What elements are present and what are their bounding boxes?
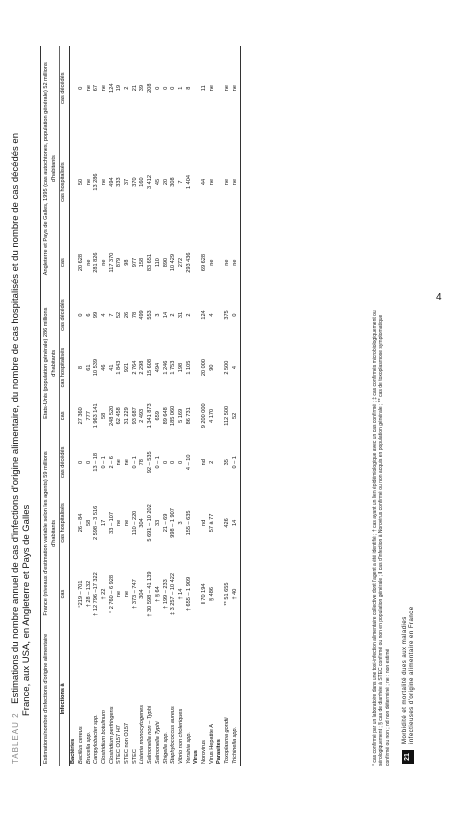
table-cell: ne [208,178,215,186]
table-cell: ne [85,259,92,266]
table-cell: 248 520 [108,405,115,426]
table-row [170,46,178,766]
agent-name: Campylobacter spp. [93,714,100,764]
table-cell: 117 370 [108,252,115,273]
agent-name: STEC non O157 [124,722,131,764]
table-cell: 124 [201,310,208,320]
table-cell: nd [201,459,208,466]
section-label: Bactéries [70,738,77,764]
table-cell: 89 648 [162,407,169,425]
table-cell: 977 [131,257,138,268]
table-cell: 31 229 [124,407,131,425]
table-row [132,46,140,766]
table-cell: 370 [131,177,138,187]
table-title-line2: France, aux USA, en Angleterre et Pays de Galles [21,504,32,716]
header-row-groups [41,46,60,766]
table-cell: 890 [162,257,169,268]
table-cell: 281 826 [93,252,100,273]
table-cell: 2 [208,460,215,464]
table-cell: 272 [177,257,184,268]
table-cell: ne [224,178,231,186]
table-row [155,46,163,766]
table-cell: 0 – 1 [232,435,240,489]
table-cell: 124 [108,83,115,93]
table-cell: ne [224,85,231,92]
table-cell: 20 [162,178,169,186]
header-uk-dec: cas décédés [60,46,70,130]
table-cell: ‡ 3 257 – 10 422 [170,573,177,616]
table-cell: ne [85,85,92,92]
table-cell: 78 [131,311,138,319]
table-cell: 2 764 [131,360,138,375]
table-cell: 1 105 [185,360,192,375]
table-cell: 185 060 [170,405,177,426]
table-cell: 1 753 [170,360,177,375]
table-row [232,46,240,766]
table-cell: 160 [139,177,146,187]
table-cell: 35 [224,459,231,466]
table-cell: 2 493 [139,408,146,423]
table-row [139,46,147,766]
table-cell: 0 [77,313,84,317]
table-cell: § 486 [208,587,215,602]
table-cell: 293 436 [185,252,192,273]
table-cell: 5 169 [177,408,184,423]
table-cell: ° 2 760 – 6 928 [108,575,115,614]
table-cell: 3 412 [147,175,154,190]
table-cell: ** 51 655 [224,582,231,606]
table-cell: 20 628 [77,254,84,272]
agent-name: Trichinella spp. [232,632,240,766]
agent-name: STEC [131,749,138,764]
table-cell: 20 000 [201,359,208,377]
table-cell: 879 [116,257,123,268]
header-uk-hosp: cas hospitalisés [60,130,70,233]
table-cell: 1 404 [185,175,192,190]
table-cell: 14 [162,311,169,319]
table-cell: ne [116,519,123,527]
agent-name: Staphylococcus aureus [170,706,177,764]
table-cell: † 22 [100,588,107,600]
table-cell: 158 [139,257,146,268]
table-cell: 26 – 84 [77,513,84,533]
table-cell: 5 691 – 10 202 [147,504,154,542]
table-cell: 426 [224,518,231,528]
table-cell: 11 [201,85,208,92]
table-row [224,46,232,766]
header-uk: Angleterre et Pays de Galles, 1995 (cas autochtones, population générale) 52 millions d'habitants [41,46,60,291]
agent-name: Vibrio non choleriques [177,708,184,764]
table-cell: ne [208,85,215,92]
table-row [101,46,109,766]
table-row [178,46,186,766]
table-cell: 39 [139,85,146,92]
table-cell: ne [232,46,240,130]
table-cell: 13 286 [93,173,100,191]
agent-name: Clostridium perfringens [108,706,115,764]
header-fr-cas: cas [60,556,70,631]
table-cell: 27 360 [77,407,84,425]
table-body [70,46,240,766]
header-fr-dec: cas décédés [60,435,70,489]
table-cell: 10 429 [170,254,177,272]
table-title-line1: Estimations du nombre annuel de cas d'infections d'origine alimentaire, du nombre de cas hospitalisés et du nombre de cas décédés en [10,133,21,704]
table-cell: † 28 – 132 [85,580,92,608]
table-cell: 0 – 1 [100,456,107,469]
agent-name: Clostridium botulinum [100,710,107,764]
agent-name: Salmonella non – Typhi [147,705,154,764]
table-cell: 90 [208,364,215,371]
agent-name: Toxoplasma gondii [224,717,231,764]
table-cell: 19 [116,85,123,92]
header-usa: Etats-Unis (population générale) 286 millions d'habitants [41,291,60,435]
table-cell: ‖ 70 194 [201,583,208,605]
header-fr-hosp: cas hospitalisés [60,490,70,557]
table-cell: 46 [100,364,107,371]
table-title [10,44,32,764]
header-us-hosp: cas hospitalisés [60,339,70,397]
footnote-line: ° cas confirmé par un laboratoire dans une toxi-infection alimentaire collective dont l'agent a été identifié ; † cas ayant un lien épidémiologique avec un cas confirmé ; ‡ cas confirmés microbiologiquement ou [372,310,378,766]
table-cell: 2 [170,313,177,317]
table-cell: 4 170 [208,408,215,423]
table-cell: ne [232,130,240,233]
header-us-dec: cas décédés [60,291,70,338]
table-cell: 4 [208,313,215,317]
header-france: France (niveaux d'estimation variable selon les agents) 59 millions d'habitants [41,435,60,632]
table-cell: 10 539 [93,359,100,377]
table-cell: 0 – 1 [131,456,138,469]
table-cell: 998 – 1 907 [170,508,177,538]
table-cell: 0 – 1 [154,456,161,469]
table-row [93,46,101,766]
table-cell: ne [116,590,123,598]
table-cell: † 30 598 – 41 139 [147,571,154,617]
header-infections-a: Infections à [60,632,70,766]
table-cell: 499 [139,310,146,320]
header-uk-cas: cas [60,234,70,292]
table-cell: 4 [100,313,107,317]
table-cell: 78 [139,459,146,466]
table-cell: ne [85,178,92,186]
table-cell: ne [124,590,131,598]
table-cell: 67 [93,85,100,92]
table-cell: 1 246 [162,360,169,375]
table-cell: nd [201,519,208,527]
footnote-line: sérologiquement ; § cas de diarrhée à STEC confirmé ou non en population générale ; ‖ cas d'infection à Norovirus confirmé ou non acquis en population générale ; ** cas de toxoplasmose symptomatique [378,314,385,766]
table-cell: 2 [185,313,192,317]
table-row [147,46,155,766]
table-cell: 494 [108,177,115,187]
table-cell: 37 [124,178,131,186]
table-cell: 52 [116,311,123,319]
table-cell: 41 [108,364,115,371]
table-cell: 21 – 69 [162,513,169,533]
table-cell: 15 608 [147,359,154,377]
table-cell: 659 [154,411,161,421]
table-cell: 0 [162,86,169,90]
header-us-cas: cas [60,397,70,436]
footer-line1: Morbidité et mortalité dues aux maladies [402,616,408,744]
table-cell: 7 [177,180,184,184]
table-cell: 2 [124,86,131,90]
table-cell: 26 [124,311,131,319]
table-cell: 1 843 [116,360,123,375]
table-cell: 17 [100,519,107,527]
table-cell: 3 [177,521,184,525]
table-cell: † 14 [177,588,184,600]
table-cell: ne [224,259,231,266]
agent-name: Salmonella Typhi [154,721,161,764]
running-footer [402,606,415,744]
table-cell: 2 598 – 3 516 [93,505,100,541]
table-row [209,46,217,766]
table-row [78,46,86,766]
table-cell: 1 963 141 [93,403,100,429]
agent-name: Brucella spp. [85,731,92,764]
table-cell: 110 – 220 [131,510,138,536]
table-cell: 208 [147,83,154,93]
table-cell: 98 [124,259,131,266]
agent-name: Virus Hepatite A [208,723,215,764]
table-cell: † § 64 [154,586,161,602]
table-cell: 92 – 535 [147,451,154,474]
table-cell: 0 [170,460,177,464]
header-row-sub [60,46,70,766]
table-cell: 1 341 873 [147,403,154,429]
agent-name: Norovirus [201,740,208,764]
table-cell: 21 [131,85,138,92]
table-cell: 58 [85,519,92,527]
table-row [86,46,94,766]
table-cell: 0 [77,86,84,90]
table-cell: 3 [154,313,161,317]
table-row [109,46,117,766]
table-cell: 2 298 [139,360,146,375]
table-cell: 13 – 18 [93,452,100,472]
header-estimations: Estimations/nombre d'infections d'origine alimentaire [41,632,60,766]
section-label: Virus [193,750,200,764]
section-label: Parasites [216,739,223,764]
table-cell: 0 [77,460,84,464]
table-cell: ne [100,85,107,92]
table-cell: 33 – 107 [108,512,115,534]
table-cell: 4 [232,339,240,397]
table-cell: 0 [170,86,177,90]
table-cell: °219 – 701 [77,580,84,608]
table-row [124,46,132,766]
table-cell: 0 [232,291,240,338]
table-cell: 57 à 77 [208,513,215,533]
table-cell: 50 [77,178,84,186]
table-cell: 0 [162,460,169,464]
footnote-line: confirmé ou non ; nd non déterminé ; ne : non estimé [384,648,391,766]
table-cell: 86 731 [185,407,192,425]
table-cell: 375 [224,310,231,320]
footnotes [372,46,391,766]
table-cell: † 373 – 747 [131,579,138,609]
table-cell: 45 [154,178,161,186]
table-cell: 69 628 [201,254,208,272]
table-cell: 110 [154,258,161,268]
table-cell: ne [124,519,131,527]
agent-name: Bacillus cereus [77,726,84,764]
table-cell: 61 [85,364,92,371]
table-cell: ne [100,259,107,266]
table-label: TABLEAU 2 [11,712,20,764]
table-cell: 553 [147,310,154,320]
table-cell: 52 [232,397,240,436]
table-cell: 62 458 [116,407,123,425]
chapter-number: 21 [402,750,414,764]
table-cell: 8 [77,366,84,370]
table-row [163,46,171,766]
table-cell: 0 [177,460,184,464]
agent-name: STEC O157 H7 [116,725,123,764]
table-cell: † 655 – 1 909 [185,576,192,612]
table-cell: 31 [177,311,184,319]
table-cell: ne [124,459,131,466]
table-cell: 1 [177,86,184,90]
table-cell: 9 200 000 [201,403,208,429]
table-cell: ne [208,259,215,266]
data-table [40,46,241,766]
table-cell: 0 [85,460,92,464]
table-cell: ne [232,234,240,292]
table-cell: 6 [85,313,92,317]
table-cell: 58 [100,412,107,419]
table-cell: 4 – 10 [185,454,192,471]
table-cell: 33 [154,519,161,527]
table-cell: 777 [85,411,92,421]
table-cell: 494 [154,362,161,373]
table-cell: ne [100,178,107,186]
table-cell: 99 [93,311,100,319]
table-cell: † 40 [232,556,240,631]
table-row [116,46,124,766]
table-cell: † 12 796 –17 322 [93,572,100,616]
table-cell: 333 [116,177,123,187]
footer-line2: infectieuses d'origine alimentaire en France [408,606,415,744]
section-row [216,46,224,766]
table-cell: 44 [201,178,208,186]
table-cell: 112 500 [224,405,231,426]
page-number: 4 [436,292,442,303]
table-cell: 304 [139,518,146,528]
section-row [193,46,201,766]
agent-name: Yersinia spp. [185,731,192,764]
table-cell: 198 [177,362,184,373]
table-row [186,46,194,766]
table-cell: 155 – 635 [185,510,192,536]
table-cell: 83 651 [147,254,154,272]
table-cell: 921 [124,362,131,373]
table-cell: 7 [108,313,115,317]
table-cell: 0 [154,86,161,90]
table-cell: † 199 – 233 [162,579,169,609]
table-cell: 14 [232,490,240,557]
table-cell: 93 687 [131,407,138,425]
table-cell: 304 [139,589,146,599]
table-cell: 2 500 [224,360,231,375]
table-cell: 2 – 6 [108,456,115,469]
agent-name: Listeria monocytogenes [139,704,146,764]
table-cell: 308 [170,177,177,187]
agent-name: Shigella spp. [162,731,169,764]
table-cell: 8 [185,86,192,90]
section-row [70,46,78,766]
table-row [201,46,209,766]
table-cell: ne [116,459,123,466]
